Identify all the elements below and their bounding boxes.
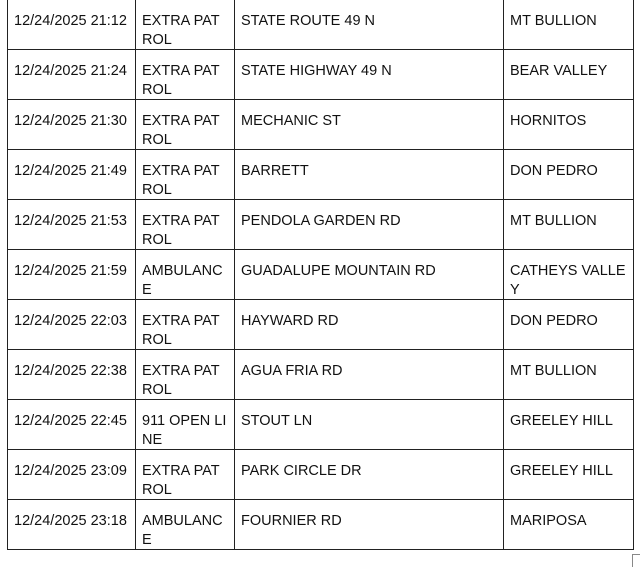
table-row bbox=[8, 450, 634, 500]
cell-location: PARK CIRCLE DR bbox=[235, 450, 504, 500]
cell-location: PENDOLA GARDEN RD bbox=[235, 200, 504, 250]
cell-location: BARRETT bbox=[235, 150, 504, 200]
cell-call-type: 911 OPEN LINE bbox=[136, 400, 235, 450]
cell-call-type: EXTRA PATROL bbox=[136, 350, 235, 400]
cell-call-type: EXTRA PATROL bbox=[136, 450, 235, 500]
cell-datetime: 12/24/2025 21:30 bbox=[8, 100, 136, 150]
cell-area: MT BULLION bbox=[504, 0, 634, 50]
table-row bbox=[8, 250, 634, 300]
cell-call-type: AMBULANCE bbox=[136, 250, 235, 300]
table-row bbox=[8, 0, 634, 50]
cell-datetime: 12/24/2025 23:09 bbox=[8, 450, 136, 500]
cell-area: GREELEY HILL bbox=[504, 400, 634, 450]
cell-area: HORNITOS bbox=[504, 100, 634, 150]
call-log-body bbox=[8, 0, 634, 550]
cell-call-type: EXTRA PATROL bbox=[136, 0, 235, 50]
cell-area: MT BULLION bbox=[504, 350, 634, 400]
cell-area: GREELEY HILL bbox=[504, 450, 634, 500]
cell-area: BEAR VALLEY bbox=[504, 50, 634, 100]
cell-location: MECHANIC ST bbox=[235, 100, 504, 150]
cell-datetime: 12/24/2025 23:18 bbox=[8, 500, 136, 550]
table-row bbox=[8, 150, 634, 200]
page-corner-marker bbox=[632, 554, 640, 567]
table-row bbox=[8, 300, 634, 350]
cell-area: MARIPOSA bbox=[504, 500, 634, 550]
cell-datetime: 12/24/2025 22:03 bbox=[8, 300, 136, 350]
cell-area: DON PEDRO bbox=[504, 300, 634, 350]
cell-location: STATE HIGHWAY 49 N bbox=[235, 50, 504, 100]
cell-area: MT BULLION bbox=[504, 200, 634, 250]
cell-datetime: 12/24/2025 21:24 bbox=[8, 50, 136, 100]
table-row bbox=[8, 400, 634, 450]
cell-location: STATE ROUTE 49 N bbox=[235, 0, 504, 50]
table-row bbox=[8, 100, 634, 150]
call-log-table bbox=[7, 0, 634, 550]
table-row bbox=[8, 500, 634, 550]
cell-call-type: EXTRA PATROL bbox=[136, 200, 235, 250]
table-row bbox=[8, 350, 634, 400]
cell-datetime: 12/24/2025 21:53 bbox=[8, 200, 136, 250]
table-row bbox=[8, 200, 634, 250]
cell-call-type: EXTRA PATROL bbox=[136, 50, 235, 100]
cell-call-type: EXTRA PATROL bbox=[136, 100, 235, 150]
cell-datetime: 12/24/2025 21:12 bbox=[8, 0, 136, 50]
cell-datetime: 12/24/2025 22:38 bbox=[8, 350, 136, 400]
cell-location: HAYWARD RD bbox=[235, 300, 504, 350]
cell-call-type: EXTRA PATROL bbox=[136, 150, 235, 200]
cell-datetime: 12/24/2025 21:59 bbox=[8, 250, 136, 300]
cell-datetime: 12/24/2025 21:49 bbox=[8, 150, 136, 200]
cell-area: DON PEDRO bbox=[504, 150, 634, 200]
cell-location: FOURNIER RD bbox=[235, 500, 504, 550]
cell-call-type: EXTRA PATROL bbox=[136, 300, 235, 350]
cell-location: STOUT LN bbox=[235, 400, 504, 450]
cell-area: CATHEYS VALLEY bbox=[504, 250, 634, 300]
cell-datetime: 12/24/2025 22:45 bbox=[8, 400, 136, 450]
cell-location: AGUA FRIA RD bbox=[235, 350, 504, 400]
cell-call-type: AMBULANCE bbox=[136, 500, 235, 550]
table-row bbox=[8, 50, 634, 100]
cell-location: GUADALUPE MOUNTAIN RD bbox=[235, 250, 504, 300]
